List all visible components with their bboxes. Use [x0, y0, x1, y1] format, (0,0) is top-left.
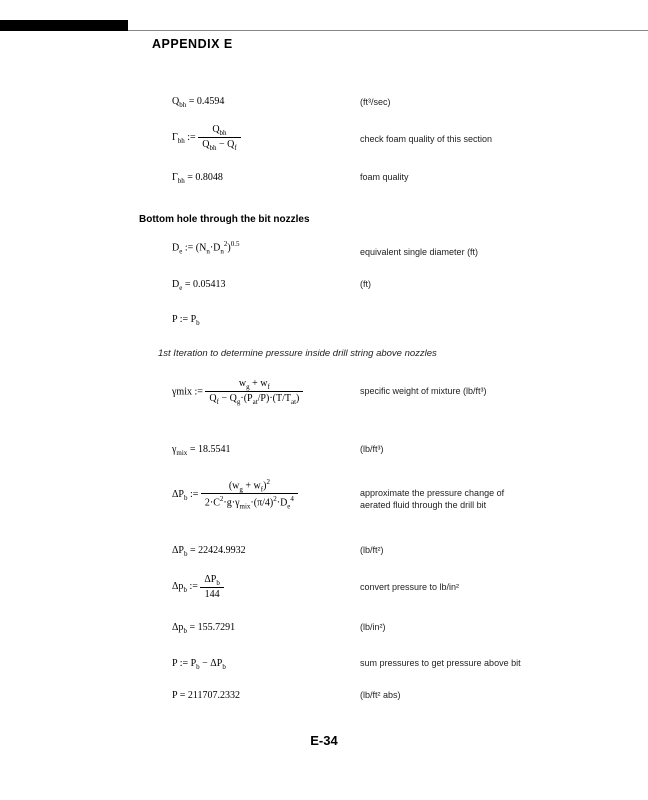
fraction-denominator: 144	[200, 587, 224, 600]
equation-delta-pb-psi-def	[172, 574, 224, 600]
equation-description-line2: aerated fluid through the drill bit	[360, 500, 487, 510]
equation-gamma-mix-def	[172, 378, 303, 406]
equation-delta-pb-def	[172, 478, 298, 511]
equation-lhs: $\Delta P_b$ :=	[172, 488, 199, 502]
equation-description: approximate the pressure change of	[360, 488, 505, 498]
equation-de-value: $D_e = 0.05413$	[172, 279, 226, 292]
equation-description: specific weight of mixture (lb/ft³)	[360, 386, 487, 396]
equation-description: check foam quality of this section	[360, 134, 493, 144]
equation-p-update: P := $P_b - \Delta P_b$	[172, 658, 226, 671]
equation-lhs: $\Gamma_{bh}$ :=	[172, 132, 196, 146]
fraction	[205, 378, 303, 406]
equation-gamma-bh-def	[172, 124, 241, 152]
equation-description: sum pressures to get pressure above bit	[360, 658, 521, 668]
equation-description: (ft)	[360, 279, 371, 289]
equation-gamma-bh-value: $\Gamma_{bh} = 0.8048$	[172, 172, 223, 185]
section-heading: Bottom hole through the bit nozzles	[139, 214, 310, 225]
equation-description: (ft³/sec)	[360, 97, 391, 107]
fraction	[198, 124, 240, 152]
equation-delta-pb-value: $\Delta P_b = 22424.9932$	[172, 545, 246, 558]
fraction	[200, 574, 224, 600]
fraction-denominator: $Q_f - Q_g\cdot(P_{at}/P)\cdot(T/T_{at})$	[205, 391, 303, 406]
equation-description: equivalent single diameter (ft)	[360, 247, 479, 257]
fraction-denominator: $Q_{bh} - Q_f$	[198, 137, 240, 152]
section-subheading: 1st Iteration to determine pressure inside drill string above nozzles	[158, 348, 437, 359]
fraction-numerator: $(w_g + w_f)^2$	[228, 478, 270, 494]
fraction-numerator: $w_g + w_f$	[238, 378, 270, 391]
equation-qbh-value: $Q_{bh} = 0.4594$	[172, 96, 225, 109]
equation-gamma-mix-value: $\gamma_{mix} = 18.5541$	[172, 444, 231, 457]
equation-lhs: γmix :=	[172, 386, 203, 398]
fraction	[201, 478, 298, 511]
equation-de-def: $D_e$ := $(N_n\cdot D_n^2)^{0.5}$	[172, 240, 240, 256]
equation-description: foam quality	[360, 172, 409, 182]
header-black-bar	[0, 20, 128, 31]
equation-description: (lb/in²)	[360, 622, 386, 632]
page-number: E-34	[310, 733, 338, 748]
fraction-denominator: $2\cdot C^2\cdot g\cdot\gamma_{mix}\cdot(\pi/4)^2\cdot D_e^4$	[201, 493, 298, 510]
fraction-numerator: $Q_{bh}$	[212, 124, 227, 137]
equation-description: (lb/ft² abs)	[360, 690, 401, 700]
header-rule	[128, 30, 648, 31]
equation-description: (lb/ft³)	[360, 444, 384, 454]
equation-description: convert pressure to lb/in²	[360, 582, 460, 592]
equation-p-assign: P := $P_b$	[172, 314, 200, 327]
equation-lhs: $\Delta p_b$ :=	[172, 581, 198, 595]
page-title: APPENDIX E	[152, 37, 233, 51]
equation-p-value: P = 211707.2332	[172, 690, 240, 701]
equation-delta-pb-psi-value: $\Delta p_b = 155.7291$	[172, 622, 236, 635]
equation-description: (lb/ft²)	[360, 545, 384, 555]
fraction-numerator: $\Delta P_b$	[204, 574, 220, 587]
